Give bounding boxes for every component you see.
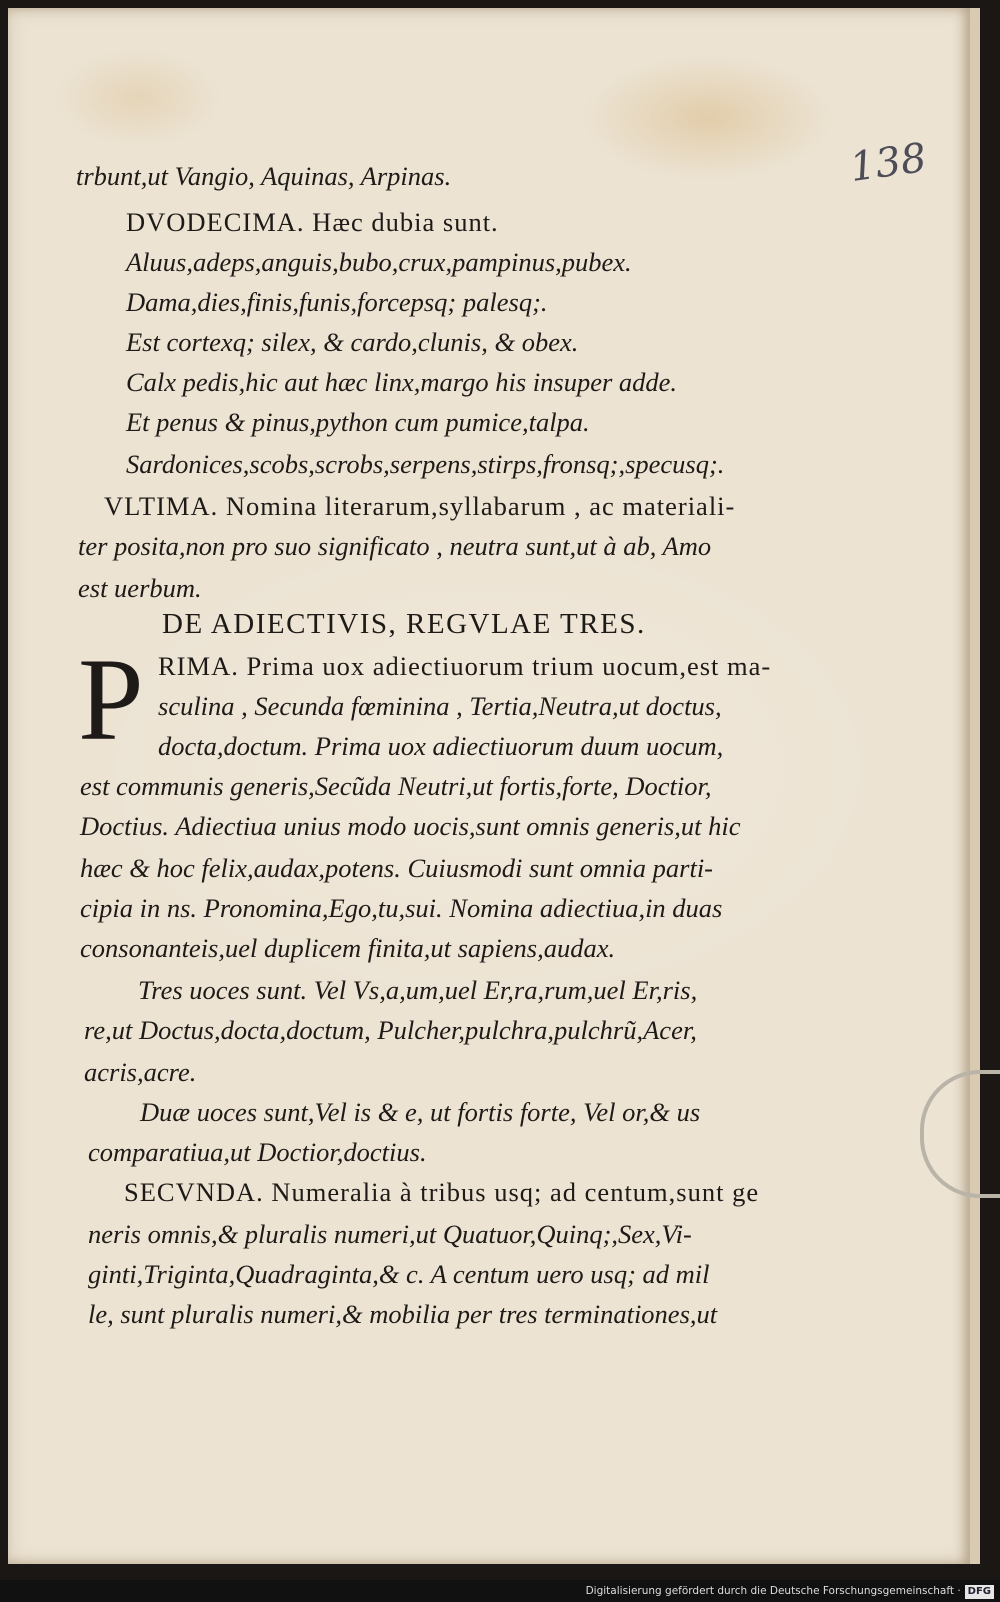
footer-credit: Digitalisierung gefördert durch die Deutsche Forschungsgemeinschaft ·	[585, 1585, 961, 1597]
text-line: est communis generis,Secũda Neutri,ut fortis,forte, Doctior,	[80, 771, 712, 801]
text-line: hæc & hoc felix,audax,potens. Cuiusmodi sunt omnia parti-	[80, 853, 714, 883]
page-number: 138	[847, 134, 930, 192]
text-line: sculina , Secunda fœminina , Tertia,Neutra,ut doctus,	[158, 691, 722, 721]
text-line: le, sunt pluralis numeri,& mobilia per tres terminationes,ut	[88, 1299, 718, 1329]
text-line: RIMA. Prima uox adiectiuorum trium uocum,est ma-	[158, 651, 772, 681]
footer-bar	[0, 1580, 1000, 1602]
drop-capital: P	[78, 634, 144, 765]
text-line: ginti,Triginta,Quadraginta,& c. A centum uero usq; ad mil	[88, 1259, 710, 1289]
dfg-logo: DFG	[965, 1585, 994, 1599]
text-line: Tres uoces sunt. Vel Vs,a,um,uel Er,ra,rum,uel Er,ris,	[138, 975, 698, 1005]
text-line: Est cortexq; silex, & cardo,clunis, & obex.	[126, 327, 579, 357]
text-line: Calx pedis,hic aut hæc linx,margo his insuper adde.	[126, 367, 678, 397]
text-line: SECVNDA. Numeralia à tribus usq; ad centum,sunt ge	[124, 1177, 760, 1207]
text-line: est uerbum.	[78, 573, 202, 603]
text-line: trbunt,ut Vangio, Aquinas, Arpinas.	[76, 161, 452, 191]
text-line: Dama,dies,finis,funis,forcepsq; palesq;.	[126, 287, 548, 317]
text-line: neris omnis,& pluralis numeri,ut Quatuor,Quinq;,Sex,Vi-	[88, 1219, 692, 1249]
text-line: Et penus & pinus,python cum pumice,talpa.	[126, 407, 590, 437]
text-line: DVODECIMA. Hæc dubia sunt.	[126, 207, 499, 237]
text-line: Sardonices,scobs,scrobs,serpens,stirps,fronsq;,specusq;.	[126, 449, 725, 479]
paper-clip	[920, 1070, 1000, 1198]
text-line: cipia in ns. Pronomina,Ego,tu,sui. Nomina adiectiua,in duas	[80, 893, 723, 923]
text-line: consonanteis,uel duplicem finita,ut sapiens,audax.	[80, 933, 616, 963]
text-line: re,ut Doctus,docta,doctum, Pulcher,pulchra,pulchrũ,Acer,	[84, 1015, 697, 1045]
text-line: Duæ uoces sunt,Vel is & e, ut fortis forte, Vel or,& us	[140, 1097, 701, 1127]
section-heading: DE ADIECTIVIS, REGVLAE TRES.	[162, 608, 646, 640]
text-line: ter posita,non pro suo significato , neutra sunt,ut à ab, Amo	[78, 531, 712, 561]
text-line: acris,acre.	[84, 1057, 197, 1087]
text-line: comparatiua,ut Doctior,doctius.	[88, 1137, 427, 1167]
text-line: VLTIMA. Nomina literarum,syllabarum , ac materiali-	[104, 491, 736, 521]
text-line: docta,doctum. Prima uox adiectiuorum duum uocum,	[158, 731, 724, 761]
text-line: Aluus,adeps,anguis,bubo,crux,pampinus,pubex.	[126, 247, 632, 277]
text-line: Doctius. Adiectiua unius modo uocis,sunt omnis generis,ut hic	[80, 811, 741, 841]
